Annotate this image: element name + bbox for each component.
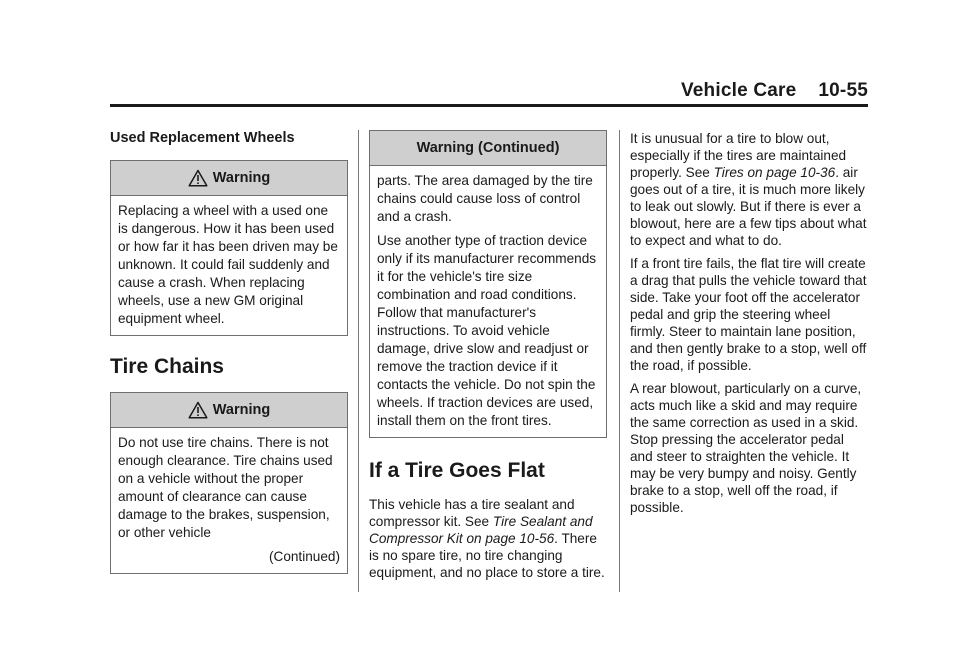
warning-title: Warning	[212, 402, 271, 418]
column-left	[110, 130, 348, 574]
flat-tire-body	[369, 496, 607, 581]
page-number: 10-55	[818, 80, 868, 101]
column-divider-2	[619, 130, 620, 592]
warning-text: Replacing a wheel with a used one is dangerous. How it has been used or how far it has been driven may be unknown. It could fail suddenly and cause a crash. When replacing wheels, use a new GM original equipment wheel.	[118, 203, 338, 326]
cross-reference-link[interactable]: Tires on page 10-36	[713, 165, 836, 180]
continued-label: (Continued)	[268, 549, 340, 564]
warning-header	[111, 393, 347, 428]
warning-body	[111, 196, 347, 335]
used-wheels-heading: Used Replacement Wheels	[110, 130, 295, 146]
paragraph	[630, 130, 868, 249]
paragraph: A rear blowout, particularly on a curve, acts much like a skid and may require the same correction as used in a skid. Stop pressing the accelerator pedal and steer to straighten the vehicle. It may be very bumpy and noisy. Gently brake to a stop, well off the road, if possible.	[630, 381, 862, 515]
paragraph: If a front tire fails, the flat tire will create a drag that pulls the vehicle toward that side. Take your foot off the accelerator pedal and grip the steering wheel firmly. Steer to maintain lane position, and then gently brake to a stop, well off the road, if possible.	[630, 256, 867, 373]
warning-header	[111, 161, 347, 196]
warning-title: Warning	[212, 170, 271, 186]
blowout-body	[630, 130, 868, 516]
column-middle	[369, 130, 607, 587]
tire-chains-warning-continued	[369, 130, 607, 438]
text-run: This vehicle has a tire sealant and compressor kit. See	[369, 497, 575, 529]
warning-triangle-icon	[188, 401, 208, 419]
warning-header: Warning (Continued)	[370, 131, 606, 166]
warning-body	[111, 428, 347, 573]
section-name: Vehicle Care	[680, 80, 797, 101]
tire-chains-warning	[110, 392, 348, 574]
paragraph	[369, 496, 607, 581]
warning-text: Use another type of traction device only if its manufacturer recommends it for the vehicle's tire size combination and road conditions. Follow that manufacturer's instructions. To avoid vehicle damage, drive slow and readjust or remove the traction device if it contacts the vehicle. Do not spin the wheels. If traction devices are used, install them on the front tires.	[377, 233, 597, 428]
warning-text: parts. The area damaged by the tire chains could cause loss of control and a crash.	[377, 173, 593, 224]
warning-text: Do not use tire chains. There is not enough clearance. Tire chains used on a vehicle without the proper amount of clearance can cause damage to the brakes, suspension, or other vehicle	[118, 435, 333, 540]
used-wheels-warning	[110, 160, 348, 336]
flat-tire-heading: If a Tire Goes Flat	[369, 459, 545, 482]
column-divider-1	[358, 130, 359, 592]
tire-chains-heading: Tire Chains	[110, 355, 224, 378]
text-run: It is unusual for a tire to blow out, especially if the tires are maintained properly. See	[630, 131, 847, 180]
warning-triangle-icon	[188, 169, 208, 187]
column-right	[630, 130, 868, 522]
page-header	[110, 80, 868, 107]
cross-reference-link[interactable]: Tire Sealant and Compressor Kit on page 10-56	[369, 514, 593, 546]
text-run: . There is no spare tire, no tire changing equipment, and no place to store a tire.	[369, 531, 605, 580]
running-head	[681, 80, 868, 102]
warning-body	[370, 166, 606, 437]
text-run: . air goes out of a tire, it is much more likely to leak out slowly. But if there is ever a blowout, here are a few tips about what to expect and what to do.	[630, 165, 867, 248]
